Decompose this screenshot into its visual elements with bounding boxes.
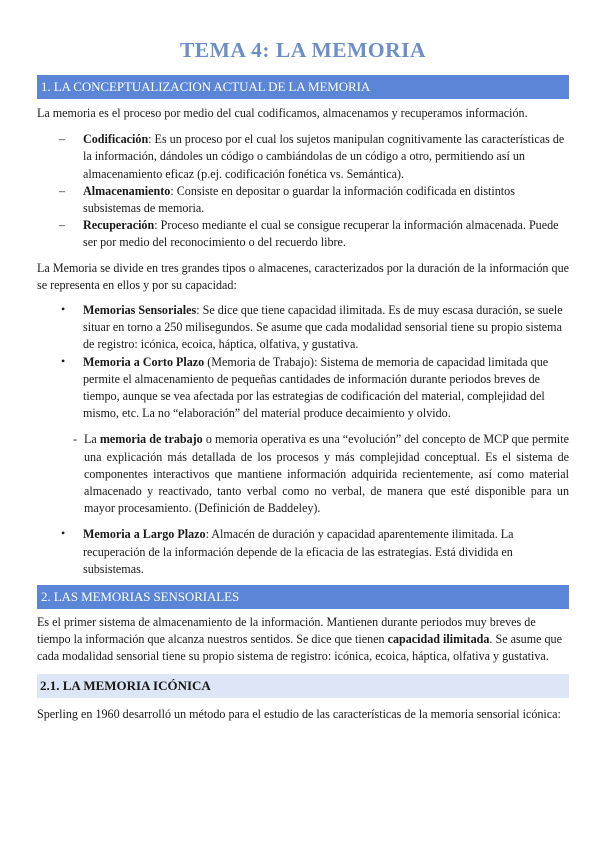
page-title: TEMA 4: LA MEMORIA bbox=[179, 38, 427, 62]
working-memory-note: - La memoria de trabajo o memoria operativa es una “evolución” del concepto de MCP que permite una explicación más detallada de los procesos y más complejidad conceptual. Es el sistema de componentes interactivos que mantiene información adquirida recientemente, así como material almacenado y reactivado, tanto verbal como no verbal, de manera que esté disponible para un mayor procesamiento. (Definición de Baddeley). bbox=[73, 432, 569, 516]
list-item: – Codificación: Es un proceso por el cual los sujetos manipulan cognitivamente las características de la información, dándoles un código o cambiándolas de un código a otro, permitiendo así un almacenamiento eficaz (p.ej. codificación fonética vs. Semántica). bbox=[59, 132, 565, 181]
bullet-marker: • bbox=[61, 353, 66, 368]
dash-marker: - bbox=[73, 432, 78, 447]
list-item: • Memorias Sensoriales: Se dice que tiene capacidad ilimitada. Es de muy escasa duración, se suele situar en torno a 250 milisegundos. Se asume que cada modalidad sensorial tiene su propio sistema de registro: icónica, ecoica, háptica, olfativa, y gustativa. bbox=[61, 302, 563, 352]
section-2-1-heading: 2.1. LA MEMORIA ICÓNICA bbox=[37, 674, 569, 698]
dash-marker: – bbox=[59, 183, 66, 198]
sensory-memory-paragraph: Es el primer sistema de almacenamiento de la información. Mantienen durante periodos muy breves de tiempo la información que alcanza nuestros sentidos. Se dice que tienen capacidad ilimitada. Se asume que cada modalidad sensorial tiene su propio sistema de registro: icónica, ecoica, háptica, olfativa y gustativa. bbox=[37, 615, 562, 664]
dash-marker: – bbox=[59, 132, 66, 147]
section-1-heading: 1. LA CONCEPTUALIZACION ACTUAL DE LA MEMORIA bbox=[37, 75, 569, 99]
memory-types-list bbox=[37, 302, 569, 422]
memory-process-list bbox=[37, 131, 569, 251]
memory-types-intro: La Memoria se divide en tres grandes tipos o almacenes, caracterizados por la duración de la información que se representa en ellos y por su capacidad: bbox=[37, 260, 569, 292]
iconic-memory-paragraph: Sperling en 1960 desarrolló un método para el estudio de las características de la memoria sensorial icónica: bbox=[37, 706, 561, 721]
list-item: – Recuperación: Proceso mediante el cual se consigue recuperar la información almacenada. Puede ser por medio del reconocimiento o del recuerdo libre. bbox=[59, 218, 559, 250]
list-item: – Almacenamiento: Consiste en depositar o guardar la información codificada en distintos subsistemas de memoria. bbox=[59, 183, 515, 216]
list-item: • Memoria a Largo Plazo: Almacén de duración y capacidad aparentemente ilimitada. La recuperación de la información depende de la eficacia de las estrategias. Está dividida en subsistemas. bbox=[61, 526, 514, 576]
long-term-list bbox=[37, 526, 569, 578]
bullet-marker: • bbox=[61, 302, 66, 317]
memory-definition: La memoria es el proceso por medio del cual codificamos, almacenamos y recuperamos información. bbox=[37, 106, 528, 120]
list-item: • Memoria a Corto Plazo (Memoria de Trabajo): Sistema de memoria de capacidad limitada que permite el almacenamiento de pequeñas cantidades de información durante periodos breves de tiempo, aunque se vea afectada por las estrategias de codificación del material, complejidad del mismo, etc. La no “elaboración” del material produce decaimiento y olvido. bbox=[61, 353, 549, 421]
bullet-marker: • bbox=[61, 526, 66, 541]
dash-marker: – bbox=[59, 218, 66, 233]
section-2-heading: 2. LAS MEMORIAS SENSORIALES bbox=[37, 585, 569, 609]
